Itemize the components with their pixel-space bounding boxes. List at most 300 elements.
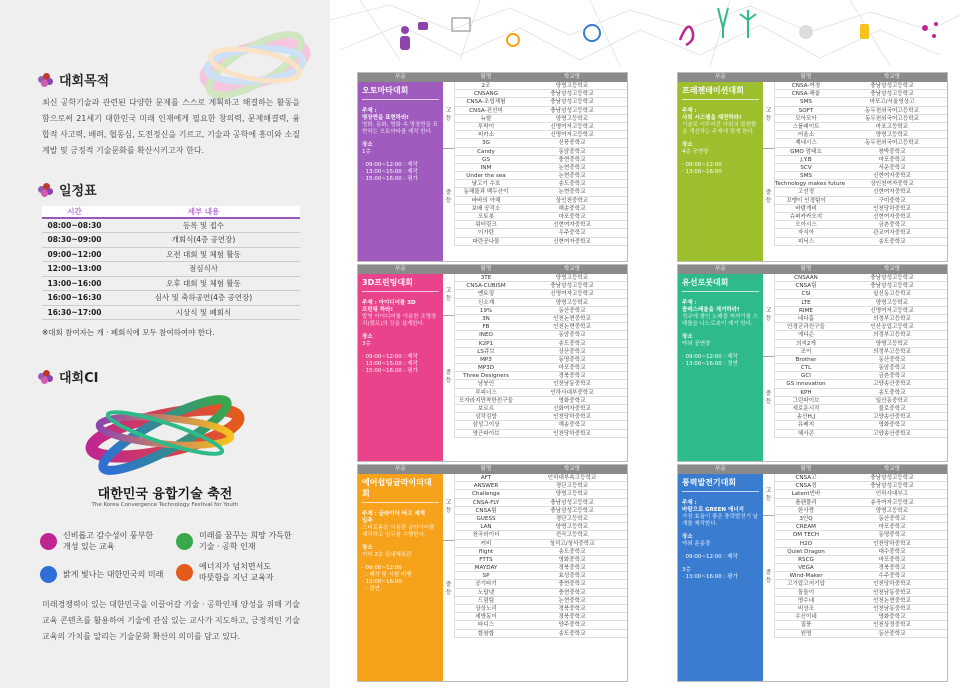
team-name: 질풍 [800, 622, 812, 629]
team-name: 타디스 [477, 622, 495, 629]
level-mid: 중 등 [443, 540, 455, 638]
school-name: 인천남동중학교 [873, 606, 911, 612]
school-name: 전곡고등학교 [555, 532, 589, 539]
school-name: 충남삼성고등학교 [870, 83, 914, 89]
table-row [455, 556, 627, 564]
table-row [775, 605, 947, 613]
panel-present [677, 72, 948, 262]
speech-icon [418, 22, 428, 30]
school-name: 송도중학교 [878, 389, 906, 396]
table-row [455, 613, 627, 621]
team-list [443, 82, 627, 261]
table-row [455, 348, 627, 356]
gear-icon [799, 25, 813, 39]
table-row [775, 172, 947, 180]
team-name: H2O [799, 540, 813, 547]
team-name: 유베지 [797, 422, 815, 429]
table-row [775, 556, 947, 564]
table-row [455, 597, 627, 605]
school-name: 신풍중학교 [558, 140, 586, 147]
table-row [455, 630, 627, 638]
school-name: 마포고/서울영상고 [869, 99, 915, 106]
level-mid: 중 등 [763, 148, 775, 246]
team-name: 드림팀 [477, 597, 495, 604]
table-row [455, 531, 627, 539]
table-row [455, 499, 627, 507]
school-name: 상산중학교 [558, 348, 586, 355]
team-name: 3TE [480, 275, 492, 281]
team-name: 이가탄 [477, 230, 495, 237]
table-row [775, 82, 947, 90]
team-name: 신소재 [477, 299, 495, 306]
table-row [775, 572, 947, 580]
school-name: 마포중학교 [558, 214, 586, 220]
school-name: 양명고등학교 [555, 83, 589, 89]
table-row [775, 413, 947, 421]
table-row [775, 213, 947, 221]
panel-card: 유선로봇대회 주제 : 클레스레울을 제거하라! 정규에 쌓인 노폐물 찌꺼기를 스테틀을 나노로봇이 제거 한다. 장소 야외 공연장 · 09:00~12:00 : 제작 · 13:00~16:00 : 경연 [678, 274, 763, 461]
ci-name: 대한민국 융합기술 축전 [97, 487, 233, 502]
table-row [775, 613, 947, 621]
team-name: 남붕인 [477, 381, 495, 388]
schedule-time: 12:00~13:00 [42, 262, 107, 277]
table-row [775, 507, 947, 515]
team-name: FTTS [479, 556, 493, 563]
school-name: 동두천외국어고등학교 [864, 140, 920, 147]
panel-title: 유선로봇대회 [682, 277, 759, 292]
team-name: SMS [800, 99, 812, 106]
team-name: Challenge [472, 491, 500, 498]
team-name: 제네시스 [795, 140, 817, 147]
team-name: 에디슨 [797, 332, 815, 339]
table-row [455, 307, 627, 315]
table-row [455, 90, 627, 98]
school-name: 논현중학교 [558, 597, 586, 604]
school-name: 경북중학교 [558, 606, 586, 612]
level-mid: 중 등 [443, 315, 455, 438]
school-name: 동암중학교 [558, 148, 586, 155]
table-row [455, 421, 627, 429]
table-row [775, 490, 947, 498]
table-row [455, 148, 627, 156]
school-name: 인하사대부고 [875, 491, 909, 498]
school-name: 불로중학교 [878, 406, 906, 412]
schedule-detail: 등록 및 접수 [107, 218, 300, 233]
team-name: 안경군과친구들 [787, 324, 825, 331]
team-name: 혜사콘 [797, 430, 815, 437]
table-row [775, 421, 947, 429]
school-name: 신명여자고등학교 [550, 123, 594, 130]
table-row [455, 605, 627, 613]
team-name: 투박이 [477, 123, 495, 130]
table-row [775, 123, 947, 131]
table-row [775, 299, 947, 307]
table-row [455, 238, 627, 246]
table-row [775, 540, 947, 548]
table-row [775, 315, 947, 323]
table-row [775, 115, 947, 123]
school-name: 인천당하중학교 [553, 430, 591, 437]
school-name: 양주중학교 [558, 622, 586, 629]
table-row [455, 164, 627, 172]
person-icon [400, 26, 410, 50]
table-row [775, 340, 947, 348]
school-name: 충남삼성고등학교 [870, 91, 914, 98]
table-row [455, 180, 627, 188]
school-name: 양명고등학교 [555, 275, 589, 281]
table-row [455, 107, 627, 115]
ci-title: 대회CI [38, 367, 99, 386]
table-row [455, 515, 627, 523]
team-name: 바바의 아해 [471, 197, 501, 204]
school-name: 동두천외국어고등학교 [864, 115, 920, 122]
school-name: 경북중학교 [878, 565, 906, 572]
school-name: 인하대부속고등학교 [547, 475, 597, 481]
team-name: LTE [801, 299, 811, 306]
table-row [455, 197, 627, 205]
team-name: GMO 엄태요 [790, 148, 822, 155]
table-row [455, 572, 627, 580]
school-name: 인천상정중학교 [873, 622, 911, 629]
schedule-row [42, 233, 300, 248]
schedule-detail: 심사 및 축하공연(4층 공연장) [107, 291, 300, 306]
team-name: AFT [480, 475, 492, 481]
ci-description: 미래경쟁력이 있는 대한민국을 이끌어갈 기술 · 공학인재 양성을 위해 기술교육 콘텐츠를 활용하여 기술에 관심 있는 교사가 지도하고, 긍정적인 기술교육의 가치를 알리는 기술문화 확산의 의미를 담고 있다. [42, 600, 300, 641]
panel-robot [677, 264, 948, 462]
value-item: 에너지가 넘치면서도 따뜻함을 지닌 교육자 [176, 561, 274, 583]
team-name: 보배 공작소 [471, 205, 501, 212]
panel-card: 풍력발전기대회 주제 : 바람으로 GREEN 에너지 가장 효율이 좋은 풍력발전기 날개를 제작한다. 장소 야외 운동장 · 09:00~12:00 : 제작 3층 · 13:00~16:00 : 평가 [678, 474, 763, 681]
team-list [763, 274, 947, 461]
team-name: 피닉스 [797, 238, 815, 245]
team-name: LAN [480, 524, 492, 531]
schedule-time: 16:00~16:30 [42, 291, 107, 306]
table-row [455, 139, 627, 147]
school-name: 인산공업고등학교 [870, 324, 914, 331]
schedule-row [42, 218, 300, 233]
team-name: 어울소 [797, 132, 815, 139]
level-mid: 중 등 [763, 515, 775, 638]
table-row [775, 597, 947, 605]
table-row [775, 156, 947, 164]
school-name: 충남삼성고등학교 [550, 91, 594, 98]
school-name: 신명여자고등학교 [870, 307, 914, 314]
team-name: 오아시스 [795, 222, 817, 229]
school-name: 고양송산중학교 [873, 381, 911, 388]
school-name: 해송중학교 [558, 422, 586, 429]
panel-print3d [357, 264, 628, 462]
school-name: 고양송산중학교 [873, 430, 911, 437]
table-row [775, 389, 947, 397]
team-name: K2P1 [478, 340, 494, 347]
level-mid: 중 등 [443, 148, 455, 246]
school-name: 관교여자중학교 [873, 230, 911, 237]
school-name: 송곡여자고등학교 [870, 499, 914, 506]
value-item: 밝게 빛나는 대한민국의 미래 [40, 566, 163, 583]
flower-icon [38, 370, 54, 384]
team-name: INEO [479, 332, 493, 339]
panel-header: 부문 팀명 학교명 [678, 465, 947, 474]
col-time: 시간 [42, 206, 107, 218]
school-name: 영화중학교 [558, 397, 586, 404]
table-row [455, 131, 627, 139]
school-name: 의정부고등학교 [873, 332, 911, 339]
team-list [443, 474, 627, 681]
team-name: GS [482, 156, 490, 163]
school-name: 동명중학교 [878, 532, 906, 539]
team-name: Latent빈바 [791, 491, 821, 498]
schedule-table [42, 206, 300, 320]
school-name: 마포중학교 [878, 556, 906, 563]
table-row [455, 540, 627, 548]
table-row [775, 630, 947, 638]
school-name: 금촌중학교 [878, 222, 906, 229]
school-name: 동두천외국어고등학교 [864, 107, 920, 114]
team-name: Technology makes future [775, 181, 846, 188]
team-name: CNSA-여정 [791, 83, 821, 89]
circle-icon [176, 564, 193, 581]
table-row [455, 323, 627, 331]
team-name: 공기타기 [475, 581, 497, 588]
table-row [455, 364, 627, 372]
level-high: 고 등 [443, 82, 455, 148]
school-name: 충남삼성고등학교 [550, 499, 594, 506]
team-name: MP3D [477, 365, 495, 372]
school-name: 신현여자중학교 [553, 238, 591, 245]
panel-card: 오토마타대회 주제 : 명장면을 표현하라! 영화, 동화, 명화 속 명장면을 표현하는 오토마타를 제작 한다. 장소 1층 · 09:00~12:00 : 제작 · 13:00~15:00 : 제작 · 15:00~16:00 : 평가 [358, 82, 443, 261]
power-icon [507, 34, 519, 46]
school-name: 충현중학교 [558, 581, 586, 588]
table-row [775, 589, 947, 597]
table-row [455, 205, 627, 213]
team-name: VEGA [798, 565, 814, 572]
school-name: 구미중학교 [878, 197, 906, 204]
table-row [775, 348, 947, 356]
table-row [455, 490, 627, 498]
flower-icon [38, 183, 54, 197]
flower-icon [38, 73, 54, 87]
table-row [775, 356, 947, 364]
school-name: 경단고등학교 [555, 515, 589, 522]
table-row [775, 98, 947, 106]
table-row [455, 213, 627, 221]
panel-header: 부문 팀명 학교명 [678, 73, 947, 82]
table-row [775, 131, 947, 139]
school-name: 동산중학교 [878, 356, 906, 363]
level-mid: 중 등 [763, 356, 775, 438]
level-high: 고 등 [763, 274, 775, 356]
table-row [455, 564, 627, 572]
panel-header: 부문 팀명 학교명 [358, 73, 627, 82]
school-name: 신현여자중학교 [873, 189, 911, 196]
team-name: 플랜풀리 [795, 499, 817, 506]
team-list [443, 274, 627, 461]
team-name: Three Designers [463, 373, 509, 380]
table-row [455, 340, 627, 348]
school-name: 동산중학교 [558, 307, 586, 314]
school-name: 양명고등학교 [875, 299, 909, 306]
table-row [775, 164, 947, 172]
school-name: 신현여자중학교 [873, 214, 911, 220]
school-name: 신화여자중학교 [553, 406, 591, 412]
school-name: 신현여자중학교 [873, 173, 911, 180]
table-row [455, 621, 627, 629]
schedule-detail: 오전 대회 및 체험 활동 [107, 247, 300, 262]
circle-icon [176, 533, 193, 550]
team-name: CNSA-진선미 [469, 107, 503, 114]
school-name: 양명고등학교 [555, 299, 589, 306]
school-name: 인하사대부중학교 [550, 389, 594, 396]
table-row [775, 148, 947, 156]
team-name: MP3 [480, 356, 492, 363]
table-row [775, 139, 947, 147]
team-name: CSI [801, 291, 811, 298]
table-row [775, 372, 947, 380]
table-row [455, 474, 627, 482]
table-row [775, 221, 947, 229]
team-name: 우신이네 [795, 614, 817, 621]
team-name: 합참합 [477, 630, 495, 637]
value-item: 미래를 꿈꾸는 희망 가득한 기술 · 공학 인재 [176, 530, 292, 552]
school-name: 송도중학교 [558, 181, 586, 188]
table-row [455, 172, 627, 180]
table-row [775, 364, 947, 372]
team-name: LS큐브 [477, 348, 495, 355]
table-row [775, 564, 947, 572]
table-row [455, 397, 627, 405]
schedule-detail: 오후 대회 및 체험 활동 [107, 276, 300, 291]
team-name: SMS [800, 173, 812, 180]
school-name: 마포고등학교 [875, 123, 909, 130]
school-name: 일산동중학교 [875, 397, 909, 404]
school-name: 인천논현중학교 [553, 324, 591, 331]
team-name: CNSA-조립체험 [466, 99, 506, 106]
schedule-detail: 시상식 및 폐회식 [107, 305, 300, 320]
team-name: 네다홈 [797, 315, 815, 322]
table-row [455, 123, 627, 131]
school-name: 인천당하중학교 [873, 540, 911, 547]
team-name: 오토봇 [477, 214, 495, 220]
schedule-time: 09:00~12:00 [42, 247, 107, 262]
table-row [455, 82, 627, 90]
school-name: 동암중학교 [878, 365, 906, 372]
table-row [775, 515, 947, 523]
table-row [775, 397, 947, 405]
team-name: SOFT [798, 107, 814, 114]
team-name: Under the sea [466, 173, 506, 180]
panel-title: 에어쉽링글라이더대회 [362, 477, 439, 503]
team-name: 꼬맹이 인경팀이 [786, 197, 826, 204]
school-name: 충남삼성고등학교 [870, 483, 914, 490]
table-row [455, 430, 627, 438]
school-name: 고양송산중학교 [873, 414, 911, 421]
table-row [775, 107, 947, 115]
table-row [455, 405, 627, 413]
table-row [455, 482, 627, 490]
school-name: 송도중학교 [878, 238, 906, 245]
team-name: 모자라지만착한친구들 [458, 397, 514, 404]
table-row [775, 548, 947, 556]
panel-otomata [357, 72, 628, 262]
team-name: 원명 [800, 630, 812, 637]
table-row [775, 430, 947, 438]
schedule-title: 일정표 [38, 180, 97, 199]
table-row [455, 548, 627, 556]
table-row [455, 523, 627, 531]
table-row [455, 356, 627, 364]
schedule-time: 08:00~08:30 [42, 218, 107, 233]
network-decoration [330, 0, 960, 68]
team-name: 돌돌이 [797, 589, 815, 596]
school-name: 영화중학교 [878, 614, 906, 621]
team-name: CNSA-FLY [472, 499, 500, 506]
table-row [775, 621, 947, 629]
team-name: 멘토링 [477, 291, 495, 298]
phone-icon [860, 24, 869, 39]
schedule-row [42, 291, 300, 306]
table-row [775, 323, 947, 331]
team-name: CNSA팀 [795, 283, 817, 290]
school-name: 신명여자고등학교 [550, 132, 594, 139]
team-name: SP [482, 573, 490, 580]
team-name: 동해물과 백두산이 [463, 189, 509, 196]
team-name: 워터링크 [475, 222, 497, 229]
school-name: 송도중학교 [558, 340, 586, 347]
team-name: 세방동이 [475, 614, 497, 621]
school-name: 마포중학교 [558, 365, 586, 372]
school-name: 경북중학교 [558, 373, 586, 380]
globe-icon [584, 25, 600, 41]
school-name: 의정부고등학교 [873, 348, 911, 355]
monitor-icon [452, 18, 470, 31]
panel-title: 오토마타대회 [362, 85, 439, 100]
team-name: 고기압고저기압 [787, 581, 825, 588]
panel-wind [677, 464, 948, 682]
team-name: 모아모아 [795, 115, 817, 122]
school-name: 마포중학교 [878, 156, 906, 163]
table-row [775, 405, 947, 413]
school-name: 양명고등학교 [875, 507, 909, 514]
team-name: 고선정 [797, 189, 815, 196]
team-name: SCV [800, 164, 812, 171]
school-name: 금촌중학교 [878, 373, 906, 380]
school-name: 인천당하중학교 [873, 581, 911, 588]
team-name: 그린파이브 [792, 397, 820, 404]
team-name: CNSA-해울 [791, 91, 821, 98]
ci-subtitle: The Korea Convergence Technology Festival for Youth [91, 502, 239, 508]
school-name: 양명고등학교 [875, 340, 909, 347]
team-name: 새로운시작 [792, 406, 820, 412]
school-name: 서운중학교 [878, 164, 906, 171]
school-name: 인천논현중학교 [553, 315, 591, 322]
school-name: 논현중학교 [558, 173, 586, 180]
team-list [763, 82, 947, 261]
team-name: FB [482, 324, 490, 331]
table-row [775, 282, 947, 290]
school-name: 인천당하중학교 [873, 205, 911, 212]
school-name: 동암중학교 [558, 332, 586, 339]
table-row [455, 290, 627, 298]
table-row [775, 580, 947, 588]
circle-icon [40, 566, 57, 583]
school-name: 충현중학교 [558, 156, 586, 163]
team-name: 명수네 [797, 597, 815, 604]
team-name: 삼각김밥 [475, 414, 497, 421]
table-row [455, 282, 627, 290]
school-name: 청석고/청석중학교 [549, 540, 595, 547]
table-row [455, 389, 627, 397]
team-name: 보르르 [477, 406, 495, 412]
